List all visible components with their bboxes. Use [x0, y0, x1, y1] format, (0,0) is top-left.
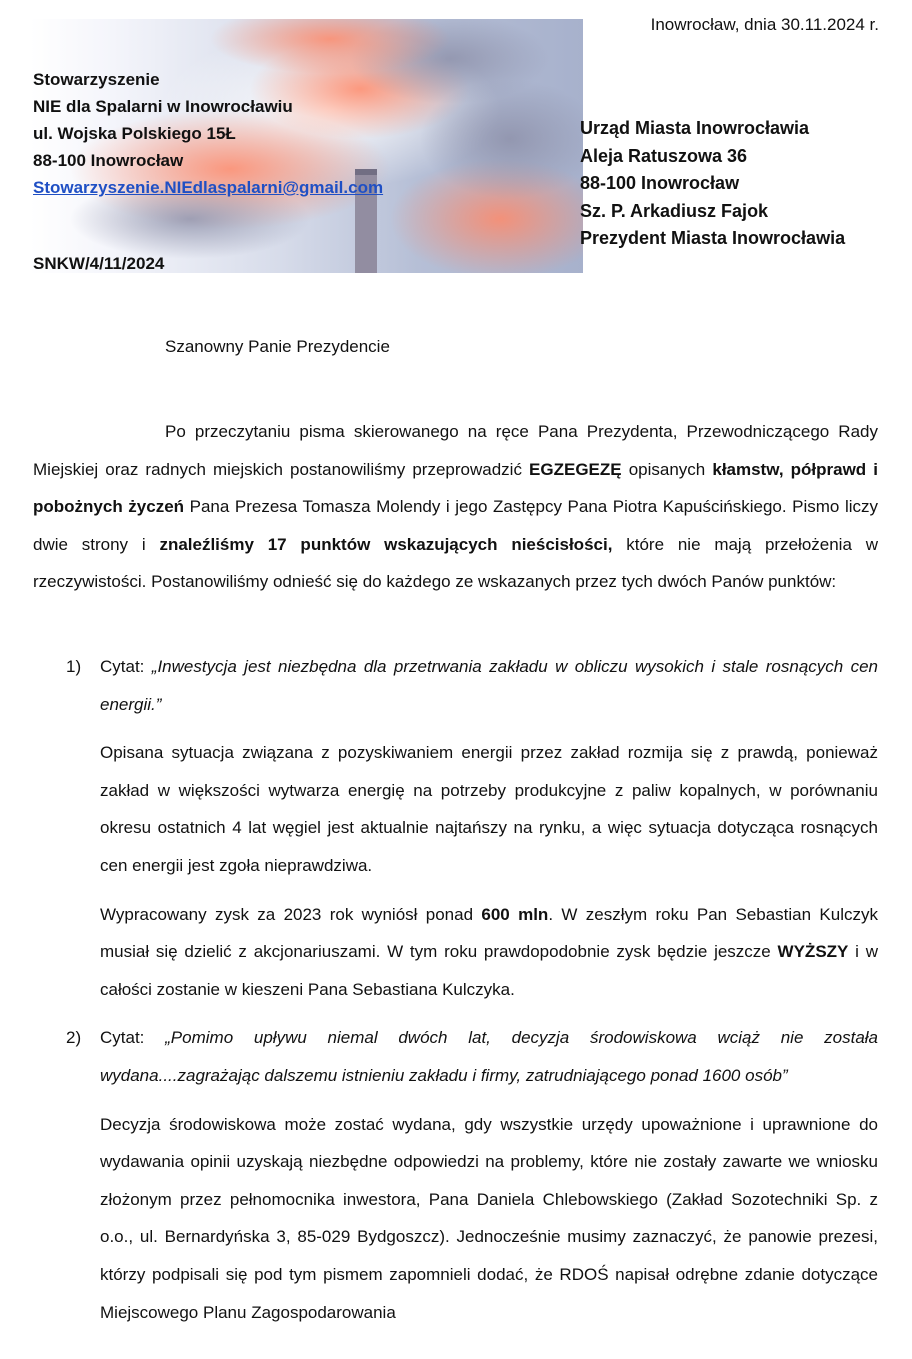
- list-item: [66, 1019, 878, 1331]
- recipient-line: Urząd Miasta Inowrocławia: [580, 118, 810, 138]
- quote-label: Cytat:: [100, 657, 152, 676]
- recipient-line: Aleja Ratuszowa 36: [580, 145, 748, 166]
- recipient-line: 88-100 Inowrocław: [580, 173, 740, 193]
- sender-address-block: [33, 66, 383, 201]
- recipient-line: Prezydent Miasta Inowrocławia: [580, 228, 846, 248]
- para-text: i w całości zostanie w kieszeni Pana Sebastiana Kulczyka.: [100, 942, 879, 999]
- recipient-address-block: [580, 115, 845, 253]
- item-body: [100, 1019, 878, 1331]
- reference-number: SNKW/4/11/2024: [33, 254, 165, 273]
- intro-text: Pana Prezesa Tomasza Molendy i jego Zastępcy Pana Piotra Kapuścińskiego. Pismo liczy dwie strony i: [33, 497, 879, 554]
- letter-date: Inowrocław, dnia 30.11.2024 r.: [650, 15, 879, 34]
- intro-bold: znaleźliśmy 17 punktów wskazujących nieścisłości,: [159, 534, 613, 554]
- sender-line: Stowarzyszenie: [33, 70, 160, 89]
- item-paragraph: [100, 896, 878, 1009]
- intro-paragraph: [33, 413, 878, 601]
- sender-email-link[interactable]: Stowarzyszenie.NIEdlaspalarni@gmail.com: [33, 178, 384, 197]
- quote-label: Cytat:: [100, 1028, 166, 1048]
- intro-text: opisanych: [621, 459, 713, 479]
- greeting: Szanowny Panie Prezydencie: [165, 337, 390, 356]
- para-bold: 600 mln: [481, 904, 549, 924]
- sender-line: NIE dla Spalarni w Inowrocławiu: [33, 97, 293, 116]
- sender-line: 88-100 Inowrocław: [33, 151, 184, 170]
- item-quote: [100, 1019, 878, 1094]
- intro-bold: kłamstw, półprawd i pobożnych życzeń: [33, 459, 878, 517]
- para-bold: WYŻSZY: [777, 942, 849, 962]
- intro-bold: EGZEGEZĘ: [529, 459, 622, 479]
- item-number: 1): [66, 657, 82, 676]
- item-number: 2): [66, 1028, 82, 1048]
- item-body: [100, 648, 878, 1008]
- list-item: [66, 648, 878, 1008]
- item-quote: [100, 648, 878, 723]
- item-paragraph: Decyzja środowiskowa może zostać wydana, gdy wszystkie urzędy upoważnione i uprawnione do wydawania opinii uzyskają niezbędne odpowiedzi na problemy, które nie zostały zawarte we wniosku złożonym przez pełnomocnika inwestora, Pana Daniela Chlebowskiego (Zakład Sozotechniki Sp. z o.o., ul. Bernardyńska 3, 85-029 Bydgoszcz). Jednocześnie musimy zaznaczyć, że panowie prezesi, którzy podpisali się pod tym pismem zapomnieli dodać, że RDOŚ napisał odrębne zdanie dotyczące Miejscowego Planu Zagospodarowania: [100, 1114, 878, 1322]
- quote-text: „Pomimo upływu niemal dwóch lat, decyzja środowiskowa wciąż nie została wydana....zagrażając dalszemu istnieniu zakładu i firmy, zatrudniającego ponad 1600 osób”: [100, 1028, 879, 1085]
- quote-text: „Inwestycja jest niezbędna dla przetrwania zakładu w obliczu wysokich i stale rosnących cen energii.”: [100, 657, 878, 714]
- sender-line: ul. Wojska Polskiego 15Ł: [33, 124, 236, 143]
- para-text: . W zeszłym roku Pan Sebastian Kulczyk musiał się dzielić z akcjonariuszami. W tym roku prawdopodobnie zysk będzie jeszcze: [100, 904, 878, 962]
- recipient-line: Sz. P. Arkadiusz Fajok: [580, 200, 769, 221]
- para-text: Wypracowany zysk za 2023 rok wyniósł ponad: [100, 904, 482, 924]
- item-paragraph: Opisana sytuacja związana z pozyskiwaniem energii przez zakład rozmija się z prawdą, ponieważ zakład w większości wytwarza energię na potrzeby produkcyjne z paliw kopalnych, w porównaniu okresu ostatnich 4 lat węgiel jest aktualnie najtańszy na rynku, a więc sytuacja dotycząca rosnących cen energii jest zgoła nieprawdziwa.: [100, 743, 878, 875]
- intro-text: Po przeczytaniu pisma skierowanego na ręce Pana Prezydenta, Przewodniczącego Rady Miejskiej oraz radnych miejskich postanowiliśmy przeprowadzić: [33, 422, 878, 479]
- points-list: [66, 648, 878, 1331]
- intro-text: które nie mają przełożenia w rzeczywistości. Postanowiliśmy odnieść się do każdego ze wskazanych przez tych dwóch Panów punktów:: [33, 534, 878, 592]
